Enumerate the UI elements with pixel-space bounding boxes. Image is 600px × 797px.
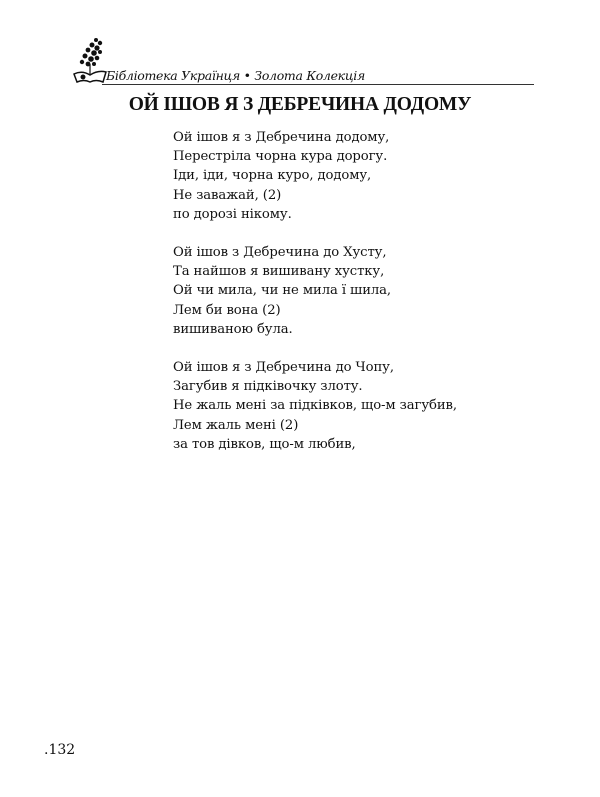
running-header (72, 34, 534, 84)
verse-line: вишиваною була. (173, 321, 293, 337)
poem-body (173, 128, 457, 473)
verse-line: по дорозі нікому. (173, 206, 292, 222)
page-number: .132 (44, 742, 76, 758)
verse-line: Ой ішов я з Дебречина до Чопу, (173, 360, 394, 376)
verse-line: Ой ішов з Дебречина до Хусту, (173, 245, 387, 261)
stanza-2 (173, 243, 457, 339)
verse-line: Іди, іди, чорна куро, додому, (173, 168, 372, 184)
verse-line: Не заважай, (2) (173, 187, 282, 203)
verse-line: Та найшов я вишивану хустку, (173, 264, 385, 280)
verse-line: Не жаль мені за підківков, що-м загубив, (173, 398, 457, 414)
verse-line: Лем би вона (2) (173, 302, 281, 318)
series-title: Бібліотека Українця • Золота Колекція (106, 68, 365, 83)
verse-line: Перестріла чорна кура дорогу. (173, 149, 388, 165)
header-rule (102, 84, 534, 85)
flower-book-logo-icon (72, 34, 110, 84)
verse-line: Лем жаль мені (2) (173, 417, 299, 433)
verse-line: Ой ішов я з Дебречина додому, (173, 130, 390, 145)
verse-line: Ой чи мила, чи не мила ї шила, (173, 283, 392, 299)
stanza-1 (173, 128, 457, 224)
poem-title: ОЙ ІШОВ Я З ДЕБРЕЧИНА ДОДОМУ (128, 94, 472, 115)
stanza-3 (173, 358, 457, 454)
verse-line: Загубив я підківочку злоту. (173, 379, 363, 395)
verse-line: за тов дівков, що-м любив, (173, 436, 356, 452)
